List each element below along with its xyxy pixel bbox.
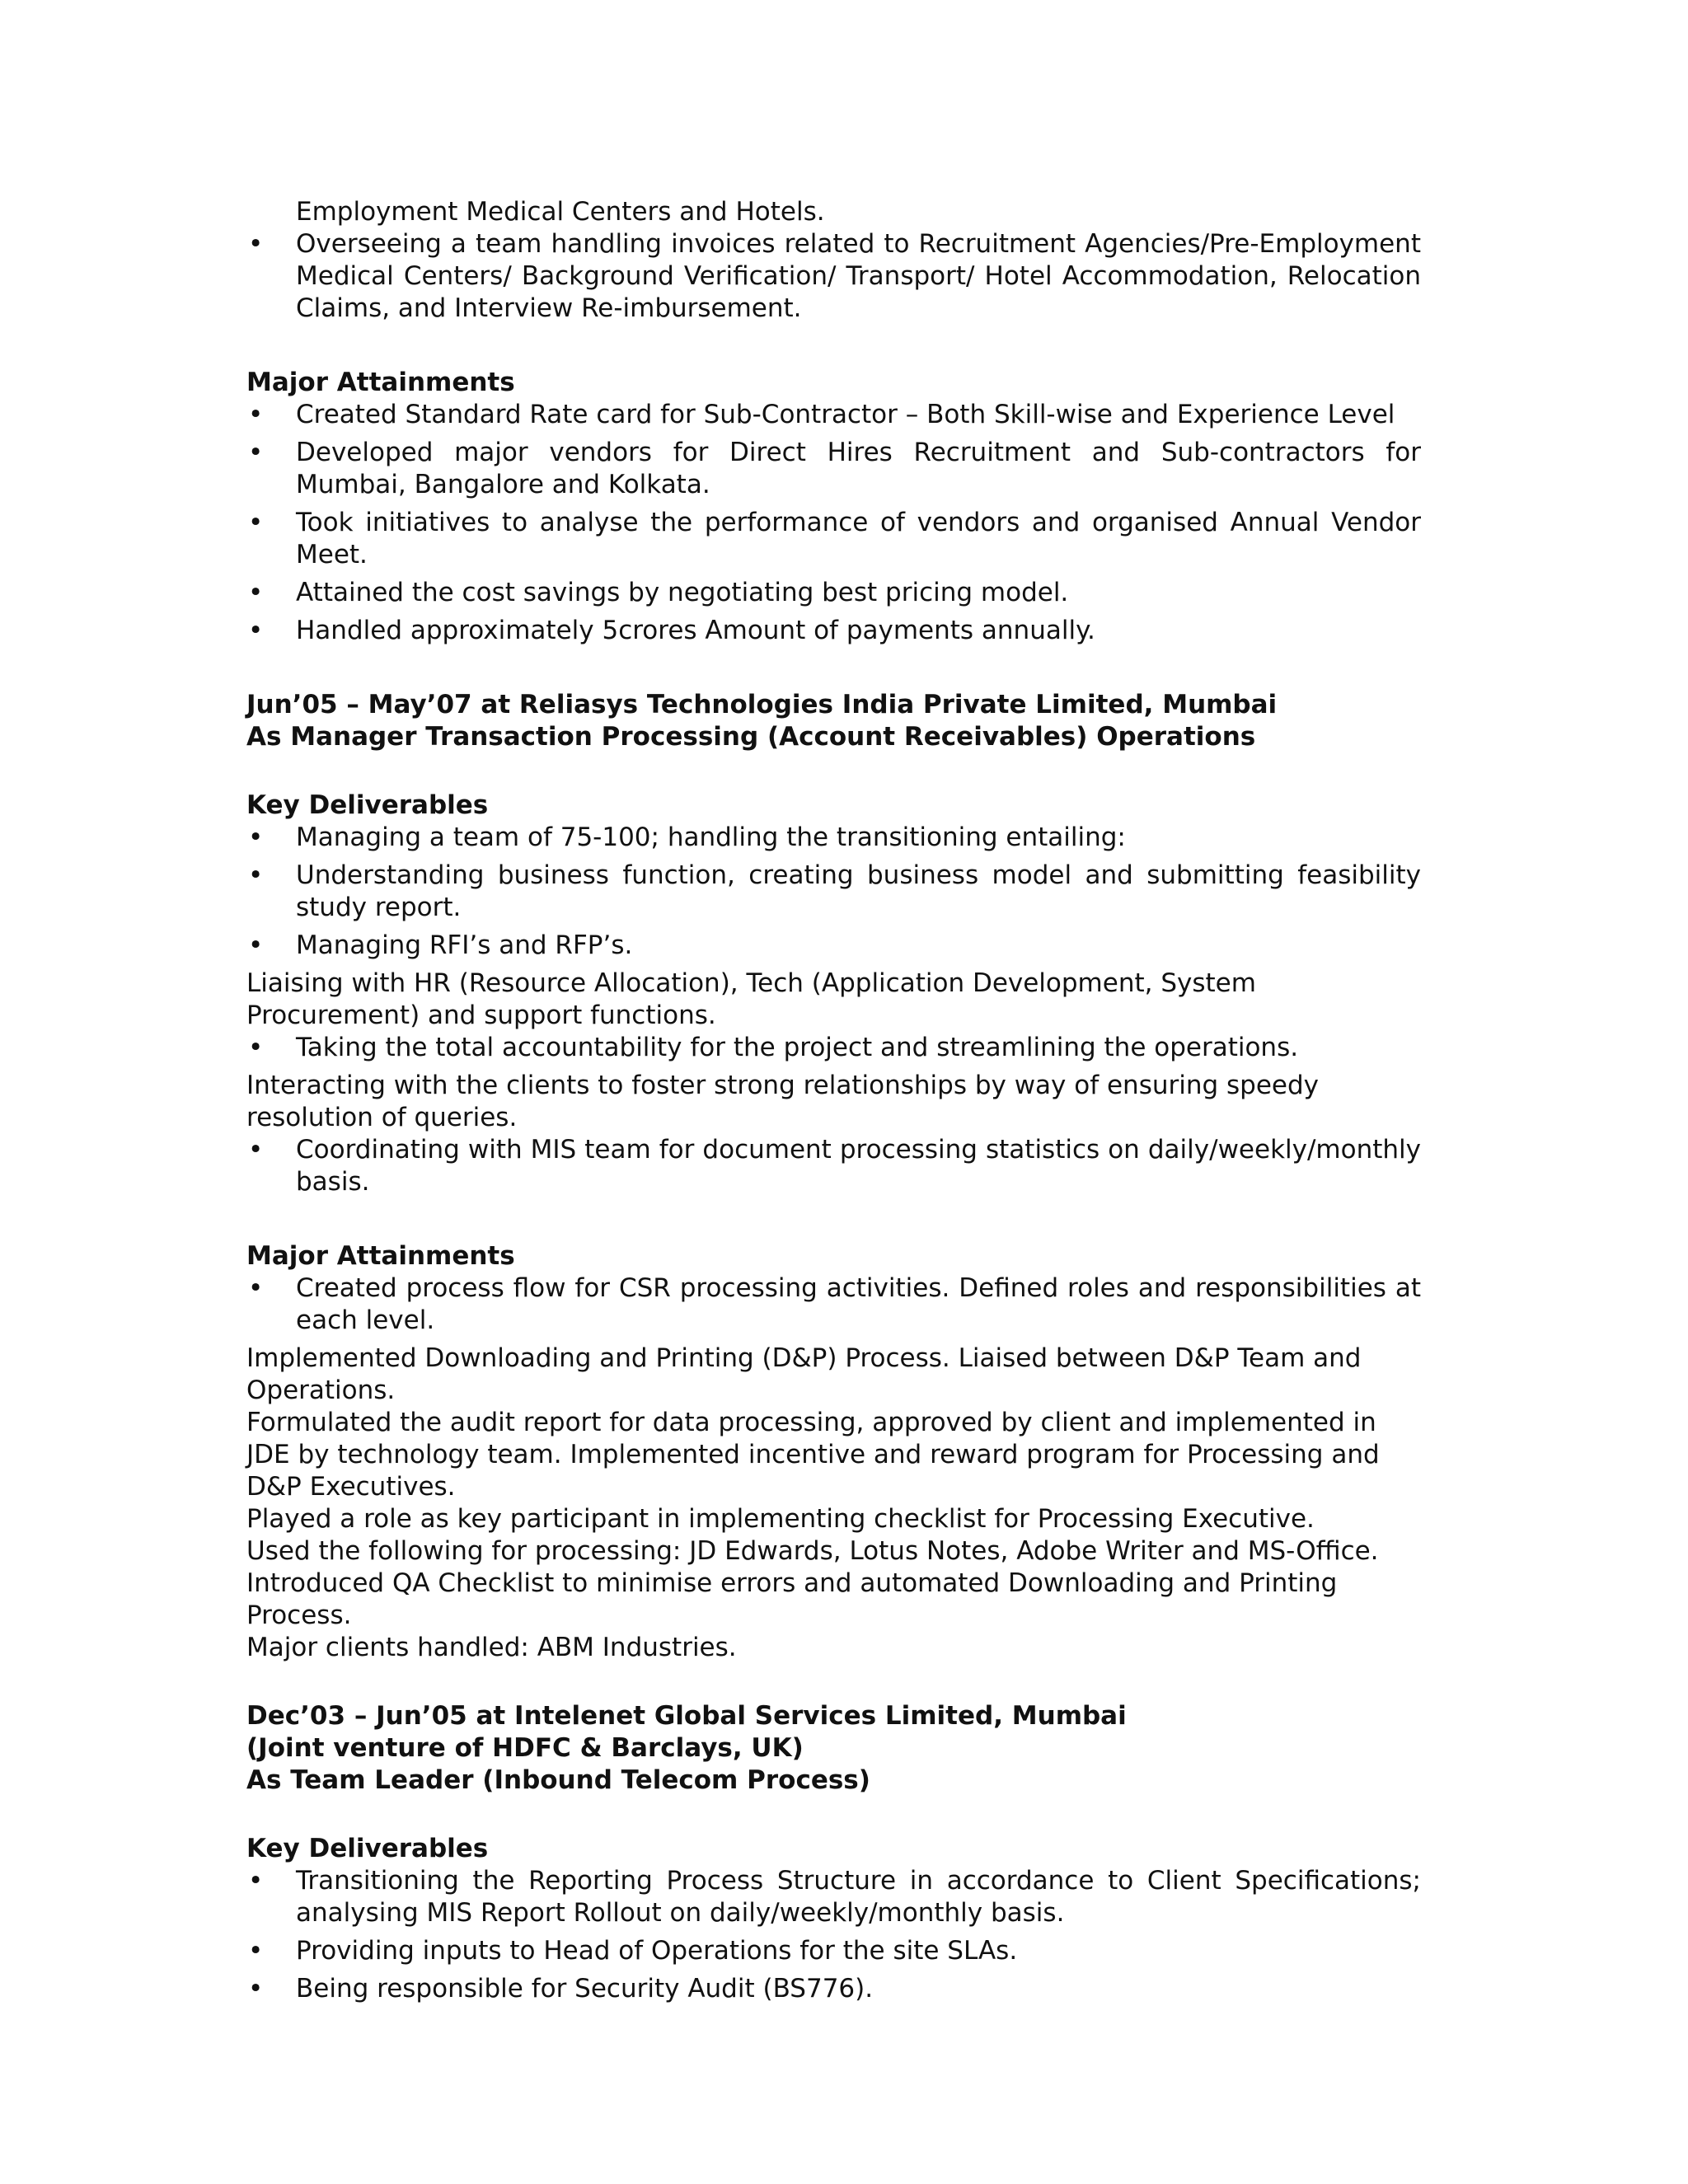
bullet-icon: • bbox=[248, 1866, 264, 1896]
bullet-item bbox=[246, 1134, 1421, 1198]
bullet-icon: • bbox=[248, 1974, 264, 2004]
bullet-text: Coordinating with MIS team for document processing statistics on daily/weekly/monthly basis. bbox=[296, 1135, 1421, 1197]
section-spacer bbox=[246, 1664, 1421, 1700]
bullet-icon: • bbox=[248, 1135, 264, 1165]
bullet-text: Developed major vendors for Direct Hires Recruitment and Sub-contractors for Mumbai, Bangalore and Kolkata. bbox=[296, 438, 1421, 499]
section-heading: Major Attainments bbox=[246, 1241, 515, 1271]
paragraph: Played a role as key participant in implementing checklist for Processing Executive. bbox=[246, 1504, 1315, 1534]
paragraph: Major clients handled: ABM Industries. bbox=[246, 1633, 737, 1662]
bullet-icon: • bbox=[248, 860, 264, 890]
bullet-item bbox=[246, 930, 1421, 962]
bullet-item bbox=[246, 228, 1421, 325]
bullet-text: Handled approximately 5crores Amount of payments annually. bbox=[296, 616, 1095, 645]
paragraph: Implemented Downloading and Printing (D&P) Process. Liaised between D&P Team and Operations. bbox=[246, 1343, 1362, 1405]
bullet-item bbox=[246, 1973, 1421, 2005]
section-heading: Dec’03 – Jun’05 at Intelenet Global Services Limited, Mumbai bbox=[246, 1701, 1127, 1731]
paragraph: Introduced QA Checklist to minimise errors and automated Downloading and Printing Process. bbox=[246, 1568, 1338, 1630]
paragraph: Interacting with the clients to foster strong relationships by way of ensuring speedy resolution of queries. bbox=[246, 1071, 1320, 1132]
paragraph: Liaising with HR (Resource Allocation), Tech (Application Development, System Procurement) and support functions. bbox=[246, 968, 1256, 1030]
bullet-item bbox=[246, 1865, 1421, 1929]
section-heading: As Team Leader (Inbound Telecom Process) bbox=[246, 1765, 870, 1795]
section-spacer bbox=[246, 1204, 1421, 1240]
bullet-icon: • bbox=[248, 616, 264, 645]
bullet-item bbox=[246, 615, 1421, 647]
bullet-item bbox=[246, 822, 1421, 854]
bullet-item bbox=[246, 1032, 1421, 1064]
bullet-item bbox=[246, 1935, 1421, 1967]
section-spacer bbox=[246, 653, 1421, 689]
bullet-item bbox=[246, 437, 1421, 501]
section-heading: (Joint venture of HDFC & Barclays, UK) bbox=[246, 1733, 804, 1763]
section-spacer bbox=[246, 330, 1421, 367]
section-heading: Jun’05 – May’07 at Reliasys Technologies India Private Limited, Mumbai bbox=[246, 690, 1278, 719]
bullet-text: Created process flow for CSR processing activities. Defined roles and responsibilities at each level. bbox=[296, 1273, 1421, 1335]
bullet-icon: • bbox=[248, 930, 264, 960]
section-heading: Key Deliverables bbox=[246, 1834, 489, 1863]
bullet-text: Managing RFI’s and RFP’s. bbox=[296, 930, 633, 960]
bullet-text: Attained the cost savings by negotiating best pricing model. bbox=[296, 578, 1069, 607]
bullet-continuation: Employment Medical Centers and Hotels. bbox=[296, 197, 825, 227]
bullet-icon: • bbox=[248, 1273, 264, 1303]
bullet-icon: • bbox=[248, 508, 264, 537]
paragraph: Used the following for processing: JD Edwards, Lotus Notes, Adobe Writer and MS-Office. bbox=[246, 1536, 1379, 1566]
bullet-icon: • bbox=[248, 578, 264, 607]
bullet-text: Created Standard Rate card for Sub-Contractor – Both Skill-wise and Experience Level bbox=[296, 400, 1395, 429]
bullet-icon: • bbox=[248, 438, 264, 467]
bullet-text: Taking the total accountability for the project and streamlining the operations. bbox=[296, 1033, 1299, 1062]
bullet-text: Being responsible for Security Audit (BS776). bbox=[296, 1974, 874, 2004]
section-heading: Key Deliverables bbox=[246, 790, 489, 820]
bullet-item bbox=[246, 577, 1421, 609]
section-heading: Major Attainments bbox=[246, 368, 515, 397]
paragraph: Formulated the audit report for data processing, approved by client and implemented in JDE by technology team. Implemented incentive and reward program for Processing and D&P Executives. bbox=[246, 1408, 1380, 1502]
bullet-item bbox=[246, 1272, 1421, 1337]
bullet-text: Providing inputs to Head of Operations for the site SLAs. bbox=[296, 1936, 1018, 1966]
section-heading: As Manager Transaction Processing (Account Receivables) Operations bbox=[246, 722, 1256, 752]
bullet-icon: • bbox=[248, 400, 264, 429]
bullet-text: Took initiatives to analyse the performance of vendors and organised Annual Vendor Meet. bbox=[296, 508, 1421, 569]
bullet-item bbox=[246, 507, 1421, 571]
section-spacer bbox=[246, 753, 1421, 790]
bullet-text: Overseeing a team handling invoices related to Recruitment Agencies/Pre-Employment Medical Centers/ Background Verification/ Transport/ Hotel Accommodation, Relocation Claims, and Interview Re-imbursement. bbox=[296, 229, 1421, 323]
bullet-text: Managing a team of 75-100; handling the transitioning entailing: bbox=[296, 823, 1126, 852]
bullet-icon: • bbox=[248, 823, 264, 852]
section-spacer bbox=[246, 1797, 1421, 1833]
document-body bbox=[246, 196, 1421, 2011]
bullet-text: Understanding business function, creating business model and submitting feasibility study report. bbox=[296, 860, 1421, 922]
bullet-item bbox=[246, 860, 1421, 924]
bullet-icon: • bbox=[248, 229, 264, 259]
bullet-icon: • bbox=[248, 1936, 264, 1966]
bullet-icon: • bbox=[248, 1033, 264, 1062]
bullet-item bbox=[246, 399, 1421, 431]
bullet-text: Transitioning the Reporting Process Structure in accordance to Client Specifications; analysing MIS Report Rollout on daily/weekly/monthly basis. bbox=[296, 1866, 1421, 1928]
